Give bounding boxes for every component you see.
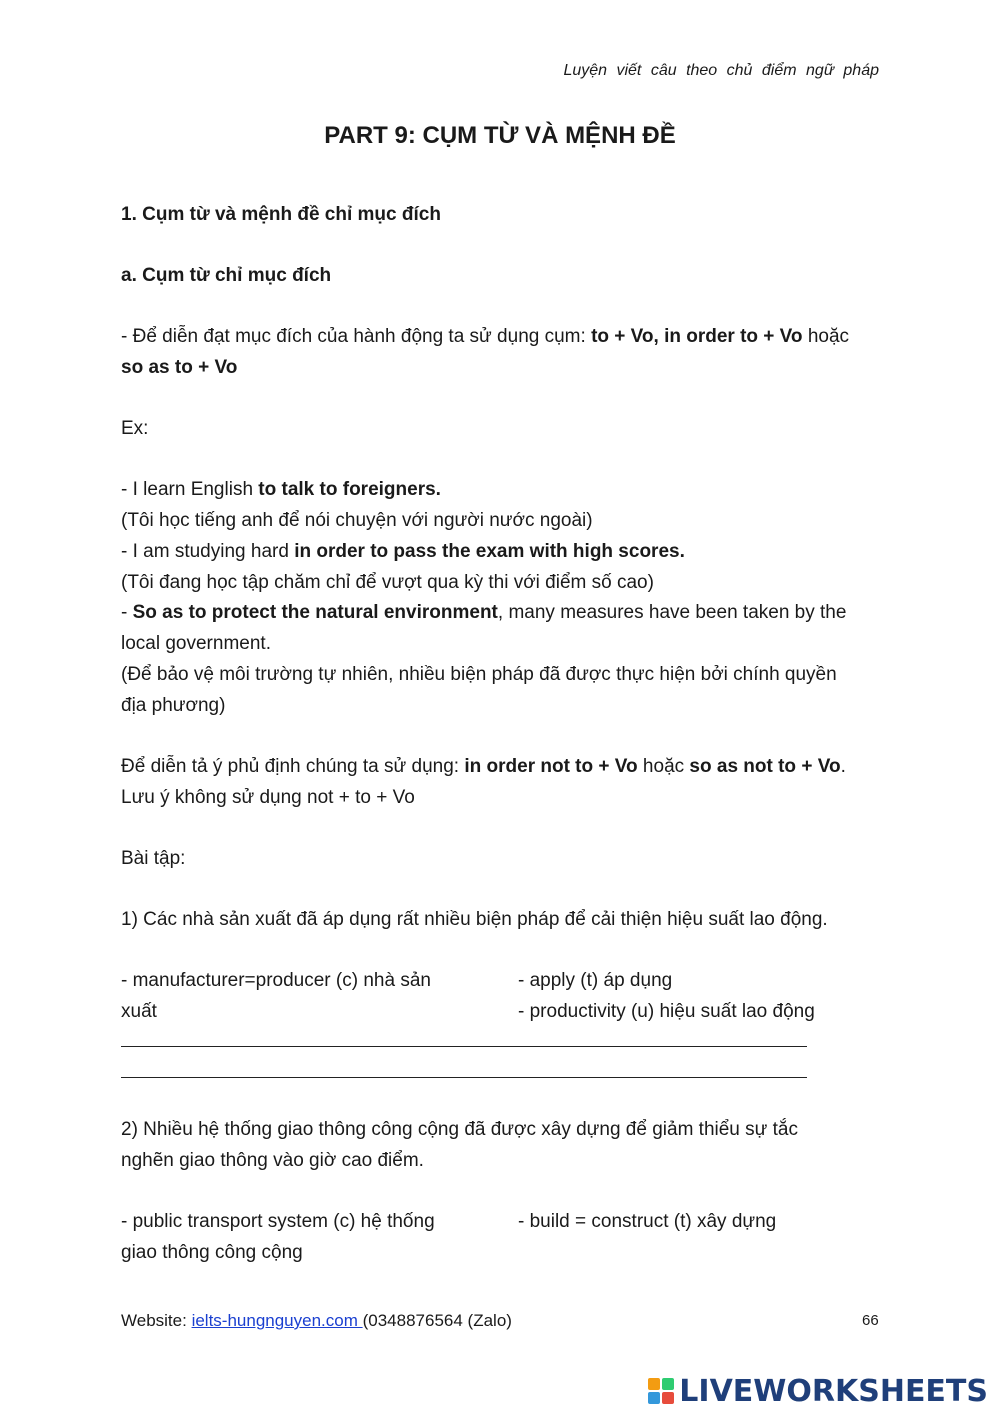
exercise-label: Bài tập:: [121, 848, 186, 869]
example-3-cont: local government.: [121, 633, 271, 654]
subsection-heading: a. Cụm từ chỉ mục đích: [121, 265, 332, 286]
exercise-2-prompt: 2) Nhiều hệ thống giao thông công cộng đã được xây dựng để giảm thiểu sự tắc: [121, 1119, 798, 1140]
example-3: - So as to protect the natural environment, many measures have been taken by the: [121, 602, 847, 623]
exercise-1-vocab-right-1: - apply (t) áp dụng: [518, 970, 673, 991]
answer-line-2[interactable]: [121, 1077, 807, 1078]
liveworksheets-logo[interactable]: [648, 1374, 988, 1408]
example-3-translation: (Để bảo vệ môi trường tự nhiên, nhiều biện pháp đã được thực hiện bởi chính quyền: [121, 664, 837, 685]
example-1-translation: (Tôi học tiếng anh để nói chuyện với người nước ngoài): [121, 510, 593, 531]
logo-text: LIVEWORKSHEETS: [679, 1373, 988, 1409]
example-2: - I am studying hard in order to pass the exam with high scores.: [121, 541, 685, 562]
page-title: PART 9: CỤM TỪ VÀ MỆNH ĐỀ: [324, 122, 676, 149]
exercise-2-vocab-left-cont: giao thông công cộng: [121, 1242, 303, 1263]
exercise-2-vocab-right-1: - build = construct (t) xây dựng: [518, 1211, 777, 1232]
example-label: Ex:: [121, 418, 149, 439]
exercise-1-vocab-right-2: - productivity (u) hiệu suất lao động: [518, 1001, 815, 1022]
exercise-2-prompt-cont: nghẽn giao thông vào giờ cao điểm.: [121, 1150, 424, 1171]
negative-note: Lưu ý không sử dụng not + to + Vo: [121, 787, 415, 808]
running-header: Luyện viết câu theo chủ điểm ngữ pháp: [563, 62, 879, 79]
intro-text-cont: so as to + Vo: [121, 357, 238, 378]
page-number: 66: [862, 1312, 879, 1329]
exercise-1-vocab-left-cont: xuất: [121, 1001, 157, 1022]
negative-usage: Để diễn tả ý phủ định chúng ta sử dụng: in order not to + Vo hoặc so as not to + Vo.: [121, 756, 846, 777]
section-heading: 1. Cụm từ và mệnh đề chỉ mục đích: [121, 204, 441, 225]
example-1: - I learn English to talk to foreigners.: [121, 479, 441, 500]
example-2-translation: (Tôi đang học tập chăm chỉ để vượt qua kỳ thi với điểm số cao): [121, 572, 654, 593]
exercise-2-vocab-left: - public transport system (c) hệ thống: [121, 1211, 435, 1232]
example-3-translation-cont: địa phương): [121, 695, 226, 716]
logo-mark-icon: [648, 1378, 674, 1404]
footer: Website: ielts-hungnguyen.com (0348876564 (Zalo): [121, 1311, 512, 1330]
answer-line-1[interactable]: [121, 1046, 807, 1047]
exercise-1-vocab-left: - manufacturer=producer (c) nhà sản: [121, 970, 431, 991]
intro-text: - Để diễn đạt mục đích của hành động ta sử dụng cụm: to + Vo, in order to + Vo hoặc: [121, 326, 850, 347]
website-link[interactable]: ielts-hungnguyen.com: [191, 1311, 363, 1330]
exercise-1-prompt: 1) Các nhà sản xuất đã áp dụng rất nhiều biện pháp để cải thiện hiệu suất lao động.: [121, 909, 828, 930]
